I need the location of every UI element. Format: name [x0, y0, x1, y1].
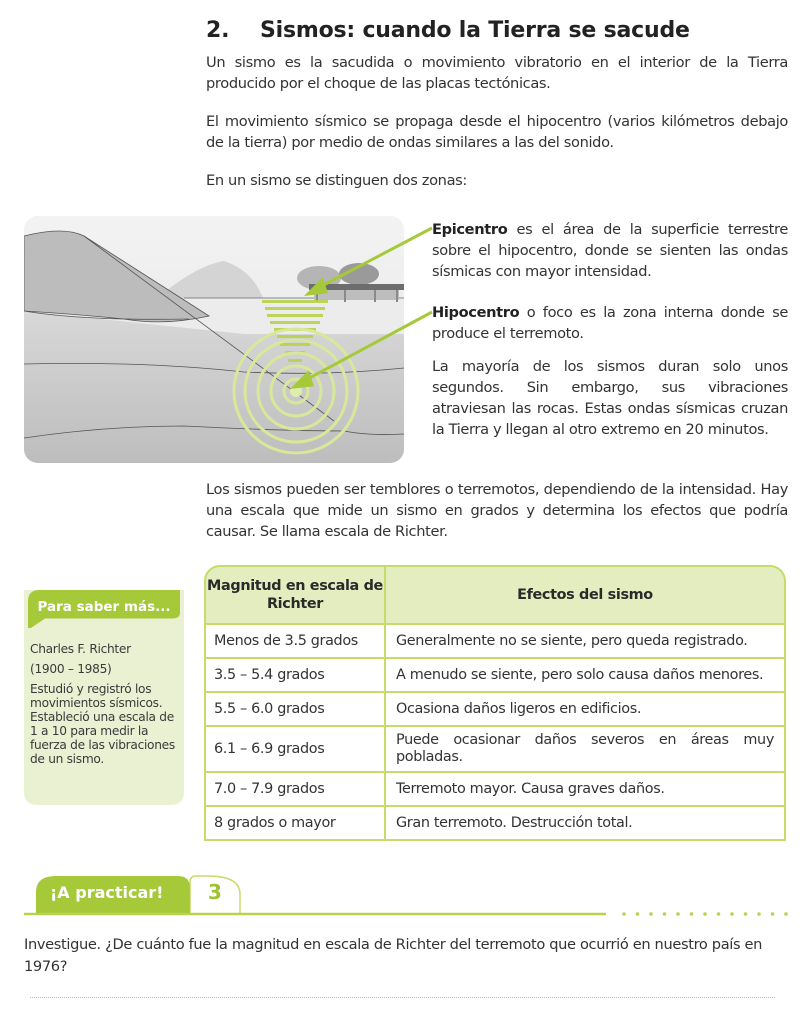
epicentro-term: Epicentro: [432, 221, 508, 238]
intro-paragraph-1: Un sismo es la sacudida o movimiento vibratorio en el interior de la Tierra producido por el choque de las placas tectónicas.: [206, 54, 788, 92]
effects-cell: A menudo se siente, pero solo causa daños menores.: [386, 659, 786, 693]
section-number: 2.: [206, 18, 230, 43]
hipocentro-term: Hipocentro: [432, 304, 520, 321]
table-row: [204, 659, 786, 693]
table-row: [204, 727, 786, 773]
table-row: [204, 625, 786, 659]
sidebar-name: Charles F. Richter: [30, 642, 131, 656]
table-row: [204, 773, 786, 807]
answer-line[interactable]: [30, 997, 775, 998]
table-header-row: [204, 565, 786, 625]
effects-cell: Terremoto mayor. Causa graves daños.: [386, 773, 786, 807]
effects-cell: Puede ocasionar daños severos en áreas muy pobladas.: [386, 727, 786, 773]
hipocentro-text: o foco es la zona interna donde se produce el terremoto.: [432, 304, 788, 342]
effects-cell: Gran terremoto. Destrucción total.: [386, 807, 786, 841]
epicentro-text: es el área de la superficie terrestre sobre el hipocentro, donde se sienten las ondas sísmicas con mayor intensidad.: [432, 221, 788, 280]
sidebar-body: [30, 642, 180, 766]
intro-paragraph-3: En un sismo se distinguen dos zonas:: [206, 172, 467, 189]
header-magnitude: Magnitud en escala de Richter: [204, 565, 386, 625]
table-row: [204, 807, 786, 841]
richter-intro-paragraph: Los sismos pueden ser temblores o terremotos, dependiendo de la intensidad. Hay una escala que mide un sismo en grados y determina los efectos que podría causar. Se llama escala de Richter.: [206, 481, 788, 540]
practice-label: ¡A practicar!: [50, 883, 164, 902]
duration-paragraph: La mayoría de los sismos duran solo unos segundos. Sin embargo, sus vibraciones atraviesan las rocas. Estas ondas sísmicas cruzan la Tierra y llegan al otro extremo en 20 minutos.: [432, 358, 788, 438]
hypocenter-point: [290, 385, 302, 397]
richter-table: [204, 565, 786, 841]
section-title-text: Sismos: cuando la Tierra se sacude: [260, 18, 690, 43]
hipocentro-definition: [432, 302, 788, 344]
magnitude-cell: 8 grados o mayor: [204, 807, 386, 841]
earthquake-diagram-svg: [24, 216, 404, 463]
effects-cell: Generalmente no se siente, pero queda registrado.: [386, 625, 786, 659]
magnitude-cell: Menos de 3.5 grados: [204, 625, 386, 659]
effects-cell: Ocasiona daños ligeros en edificios.: [386, 693, 786, 727]
sidebar-text: Estudió y registró los movimientos sísmicos. Estableció una escala de 1 a 10 para medir la fuerza de las vibraciones de un sismo.: [30, 682, 175, 766]
practice-dots: [622, 912, 788, 916]
earthquake-illustration: [24, 216, 404, 463]
magnitude-cell: 5.5 – 6.0 grados: [204, 693, 386, 727]
magnitude-cell: 7.0 – 7.9 grados: [204, 773, 386, 807]
practice-question: Investigue. ¿De cuánto fue la magnitud en escala de Richter del terremoto que ocurrió en nuestro país en 1976?: [24, 936, 763, 975]
sidebar-heading: Para saber más...: [37, 599, 171, 615]
magnitude-cell: 3.5 – 5.4 grados: [204, 659, 386, 693]
table-row: [204, 693, 786, 727]
sidebar-years: (1900 – 1985): [30, 662, 112, 676]
epicentro-definition: [432, 219, 788, 282]
section-title: [206, 18, 690, 43]
intro-paragraph-2: El movimiento sísmico se propaga desde el hipocentro (varios kilómetros debajo de la tierra) por medio de ondas similares a las del sonido.: [206, 113, 788, 151]
magnitude-cell: 6.1 – 6.9 grados: [204, 727, 386, 773]
practice-number: 3: [208, 880, 222, 904]
header-effects: Efectos del sismo: [386, 565, 786, 625]
